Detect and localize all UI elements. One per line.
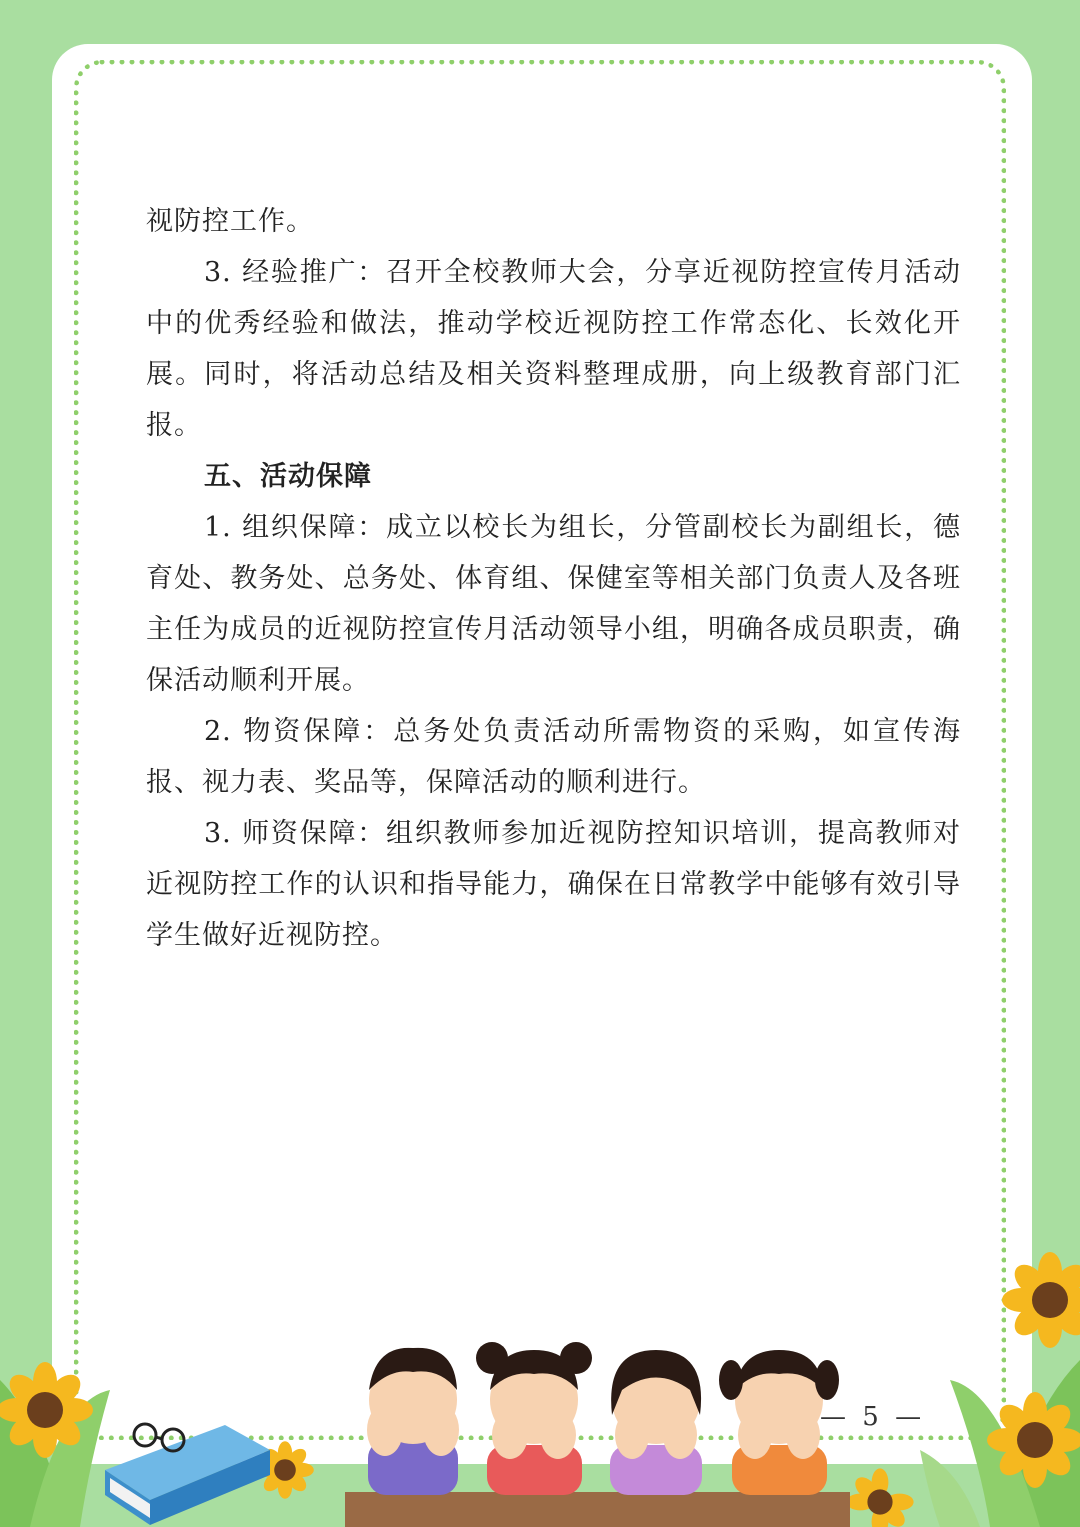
paragraph-4: 2. 物资保障：总务处负责活动所需物资的采购，如宣传海报、视力表、奖品等，保障活动的顺利进行。: [146, 716, 961, 798]
child-figure: [367, 1348, 459, 1495]
sunflower-icon: [1002, 1252, 1080, 1348]
section-heading: 五、活动保障: [204, 461, 372, 492]
paragraph-3: 1. 组织保障：成立以校长为组长，分管副校长为副组长，德育处、教务处、总务处、体育组、保健室等相关部门负责人及各班主任为成员的近视防控宣传月活动领导小组，明确各成员职责，确保活动顺利开展。: [146, 512, 961, 696]
sunflower-icon: [846, 1468, 913, 1527]
book-icon: [105, 1425, 270, 1525]
child-figure: [610, 1350, 702, 1495]
document-body: [146, 196, 961, 961]
paragraph-5: 3. 师资保障：组织教师参加近视防控知识培训，提高教师对近视防控工作的认识和指导能力，确保在日常教学中能够有效引导学生做好近视防控。: [146, 818, 961, 951]
paragraph-1: 3. 经验推广：召开全校教师大会，分享近视防控宣传月活动中的优秀经验和做法，推动学校近视防控工作常态化、长效化开展。同时，将活动总结及相关资料整理成册，向上级教育部门汇报。: [146, 257, 961, 441]
table: [345, 1492, 850, 1527]
bottom-decoration: [0, 1240, 1080, 1527]
child-figure: [476, 1342, 592, 1495]
page-number: — 5 —: [820, 1402, 926, 1432]
child-figure: [719, 1350, 839, 1495]
children-covering-eyes-illustration: [367, 1342, 839, 1495]
paragraph-0: 视防控工作。: [146, 206, 314, 237]
